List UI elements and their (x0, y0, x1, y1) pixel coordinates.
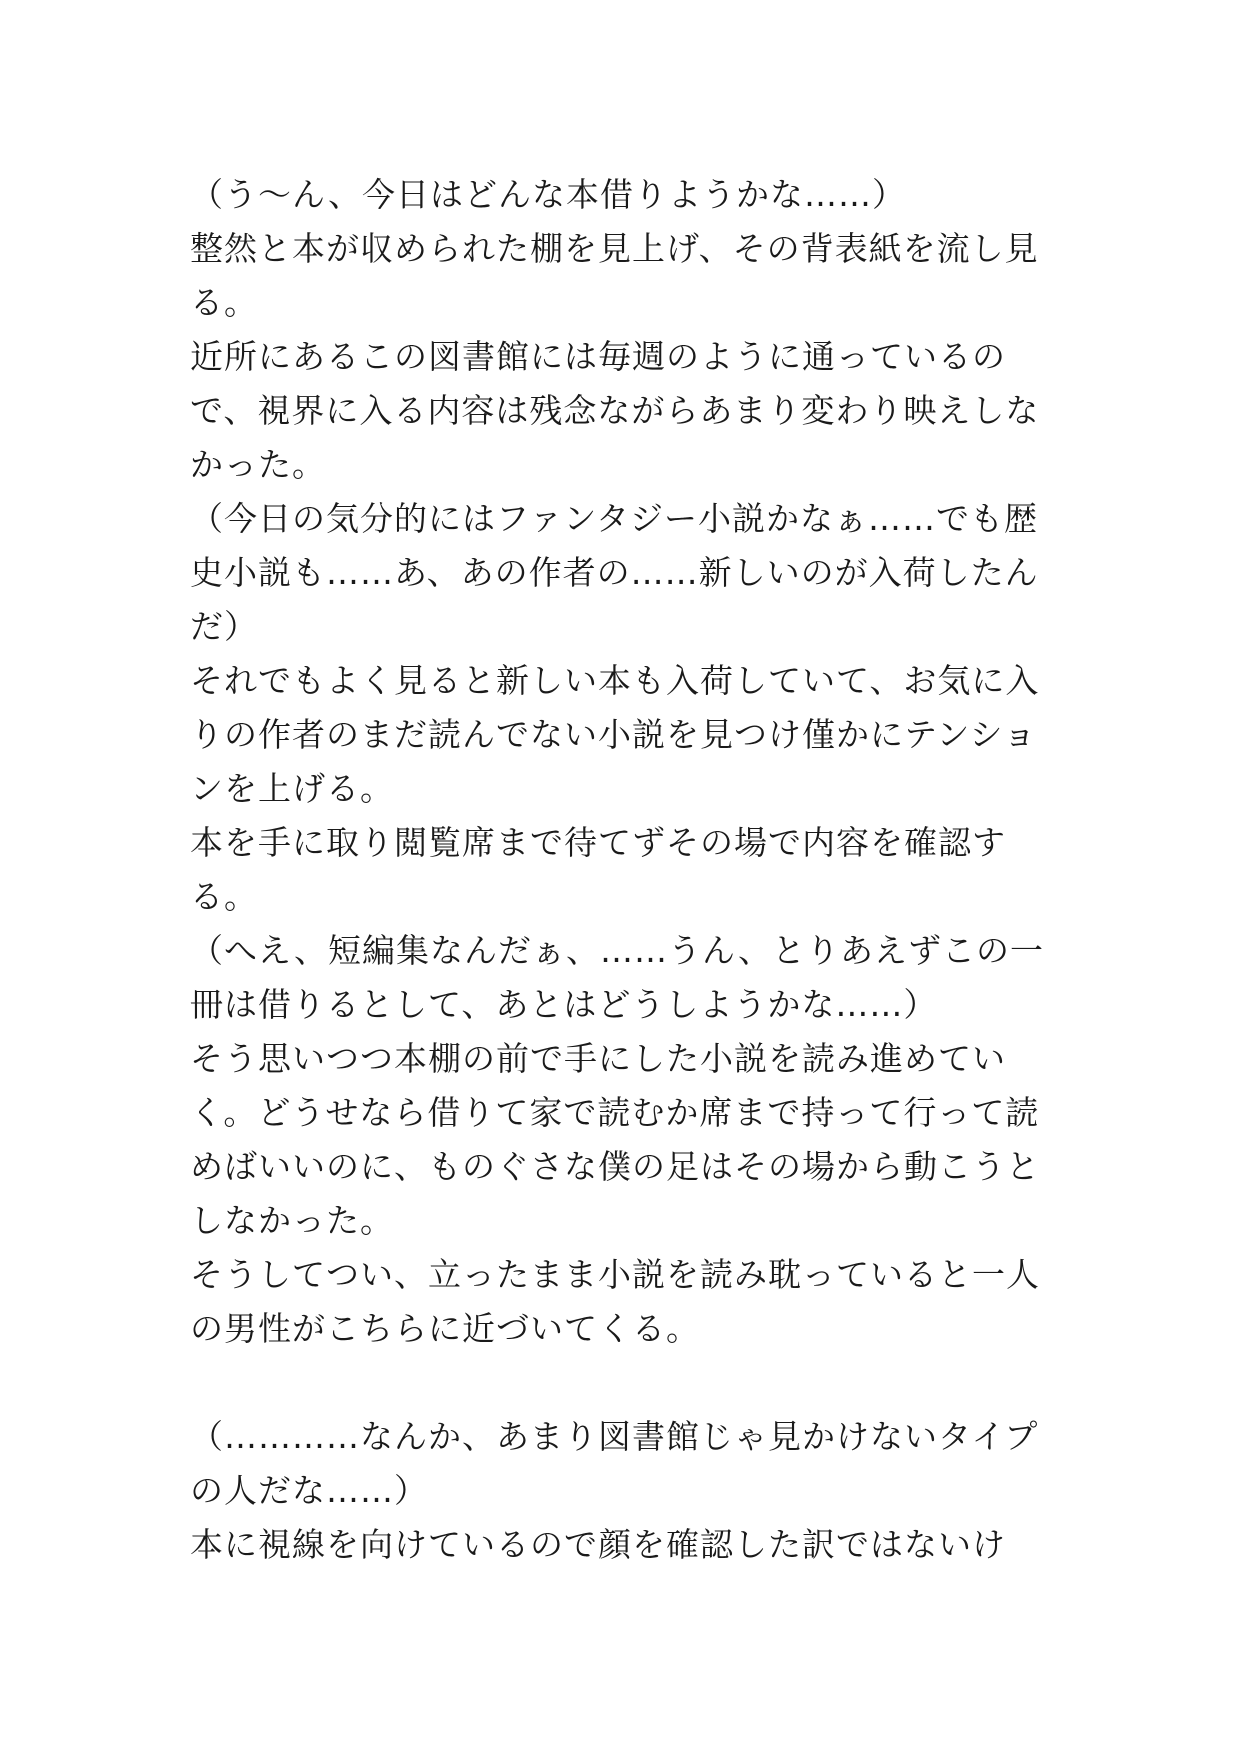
text-line: ンを上げる。 (190, 769, 394, 808)
text-line: そうしてつい、立ったまま小説を読み耽っていると一人 (190, 1255, 1040, 1294)
text-line: 本に視線を向けているので顔を確認した訳ではないけ (190, 1525, 1006, 1564)
body-text (190, 168, 1060, 1572)
text-line: しなかった。 (190, 1201, 394, 1240)
text-line: それでもよく見ると新しい本も入荷していて、お気に入 (190, 661, 1040, 700)
text-line: りの作者のまだ読んでない小説を見つけ僅かにテンショ (190, 715, 1037, 754)
text-line: く。どうせなら借りて家で読むか席まで持って行って読 (190, 1093, 1040, 1132)
text-line: 近所にあるこの図書館には毎週のように通っているの (190, 337, 1006, 376)
text-line: （今日の気分的にはファンタジー小説かなぁ……でも歴 (190, 499, 1039, 538)
text-line: 整然と本が収められた棚を見上げ、その背表紙を流し見 (190, 229, 1039, 268)
text-line: そう思いつつ本棚の前で手にした小説を読み進めてい (190, 1039, 1006, 1078)
paragraph-gap (190, 1356, 1060, 1410)
text-line: る。 (190, 877, 258, 916)
text-line: る。 (190, 283, 258, 322)
text-line: 本を手に取り閲覧席まで待てずその場で内容を確認す (190, 823, 1006, 862)
text-line: かった。 (190, 445, 326, 484)
text-line: で、視界に入る内容は残念ながらあまり変わり映えしな (190, 391, 1040, 430)
text-line: 冊は借りるとして、あとはどうしようかな……） (190, 985, 938, 1024)
text-line: の人だな……） (190, 1471, 428, 1510)
text-line: 史小説も……あ、あの作者の……新しいのが入荷したん (190, 553, 1039, 592)
text-line: （へえ、短編集なんだぁ、……うん、とりあえずこの一 (190, 931, 1044, 970)
text-line: だ） (190, 607, 258, 646)
text-line: （…………なんか、あまり図書館じゃ見かけないタイプ (190, 1417, 1039, 1456)
text-line: の男性がこちらに近づいてくる。 (190, 1309, 700, 1348)
text-line: （う〜ん、今日はどんな本借りようかな……） (190, 175, 906, 214)
text-line: めばいいのに、ものぐさな僕の足はその場から動こうと (190, 1147, 1040, 1186)
